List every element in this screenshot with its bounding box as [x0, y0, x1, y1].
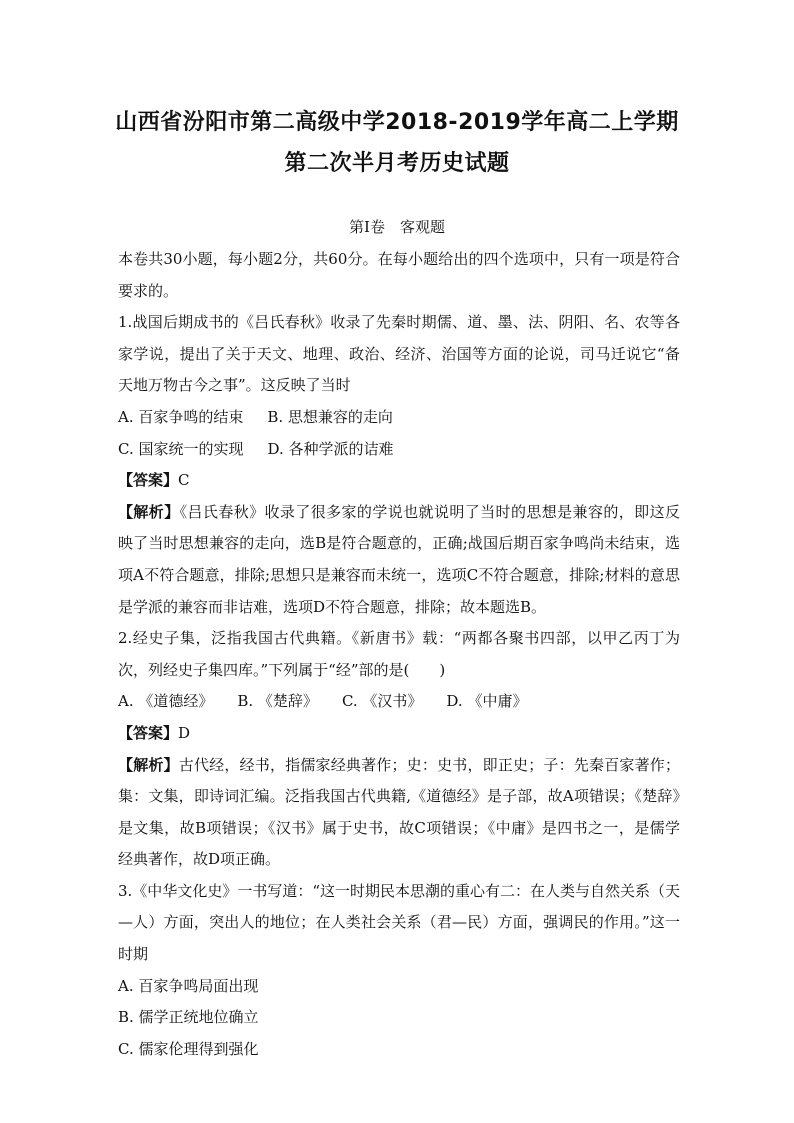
- question-3-option-a: A. 百家争鸣局面出现: [118, 976, 259, 995]
- question-2-stem: 2.经史子集，泛指我国古代典籍。《新唐书》载：“两都各聚书四部，以甲乙丙丁为次，列经史子集四库。”下列属于“经”部的是( ): [118, 629, 680, 679]
- question-3-option-c: C. 儒家伦理得到强化: [118, 1039, 259, 1058]
- section-heading: 第Ⅰ卷 客观题: [349, 218, 445, 236]
- question-2-answer: [118, 718, 680, 750]
- instructions: 本卷共30小题，每小题2分，共60分。在每小题给出的四个选项中，只有一项是符合要求的。: [118, 250, 680, 300]
- question-2-option-d: D. 《中庸》: [446, 692, 528, 711]
- question-1-option-b: B. 思想兼容的走向: [267, 407, 393, 426]
- question-1-option-c: C. 国家统一的实现: [118, 439, 244, 458]
- question-1-options-row-1: [118, 402, 680, 434]
- question-1-stem: 1.战国后期成书的《吕氏春秋》收录了先秦时期儒、道、墨、法、阴阳、名、农等各家学说，提出了关于天文、地理、政治、经济、治国等方面的论说，司马迁说它“备天地万物古今之事”。这反映了当时: [118, 313, 680, 395]
- answer-value: C: [178, 471, 190, 490]
- question-2-option-c: C. 《汉书》: [341, 692, 423, 711]
- exam-title-line2: 第二次半月考历史试题: [284, 151, 510, 176]
- question-1-options-row-2: [118, 434, 680, 466]
- question-2-analysis: [118, 750, 680, 876]
- question-1-option-a: A. 百家争鸣的结束: [118, 407, 244, 426]
- question-2-option-a: A. 《道德经》: [118, 692, 214, 711]
- analysis-text: 《吕氏春秋》收录了很多家的学说也就说明了当时的思想是兼容的，即这反映了当时思想兼容的走向，选B是符合题意的，正确;战国后期百家争鸣尚未结束，选项A不符合题意，排除;思想只是兼容而未统一，选项C不符合题意，排除;材料的意思是学派的兼容而非诘难，选项D不符合题意，排除；故本题选B。: [118, 502, 680, 616]
- question-1-analysis: [118, 497, 680, 623]
- exam-title-line1: 山西省汾阳市第二高级中学2018-2019学年高二上学期: [115, 110, 679, 135]
- question-1-option-d: D. 各种学派的诘难: [267, 439, 394, 458]
- analysis-text: 古代经，经书，指儒家经典著作；史：史书，即正史；子：先秦百家著作；集：文集，即诗词汇编。泛指我国古代典籍,《道德经》是子部，故A项错误；《楚辞》是文集，故B项错误；《汉书》属于史书，故C项错误；《中庸》是四书之一，是儒学经典著作，故D项正确。: [118, 755, 680, 869]
- exam-content: [118, 244, 680, 1065]
- question-2-options-row: [118, 686, 680, 718]
- answer-tag: 【答案】: [118, 723, 179, 742]
- analysis-tag: 【解析】: [118, 502, 180, 521]
- analysis-tag: 【解析】: [118, 755, 179, 774]
- answer-value: D: [178, 723, 191, 742]
- answer-tag: 【答案】: [118, 471, 179, 490]
- question-1-answer: [118, 465, 680, 497]
- question-2-option-b: B. 《楚辞》: [237, 692, 318, 711]
- question-3-stem: 3.《中华文化史》一书写道：“这一时期民本思潮的重心有二：在人类与自然关系（天—人）方面，突出人的地位；在人类社会关系（君—民）方面，强调民的作用。”这一时期: [118, 881, 680, 964]
- question-3-option-b: B. 儒学正统地位确立: [118, 1008, 259, 1027]
